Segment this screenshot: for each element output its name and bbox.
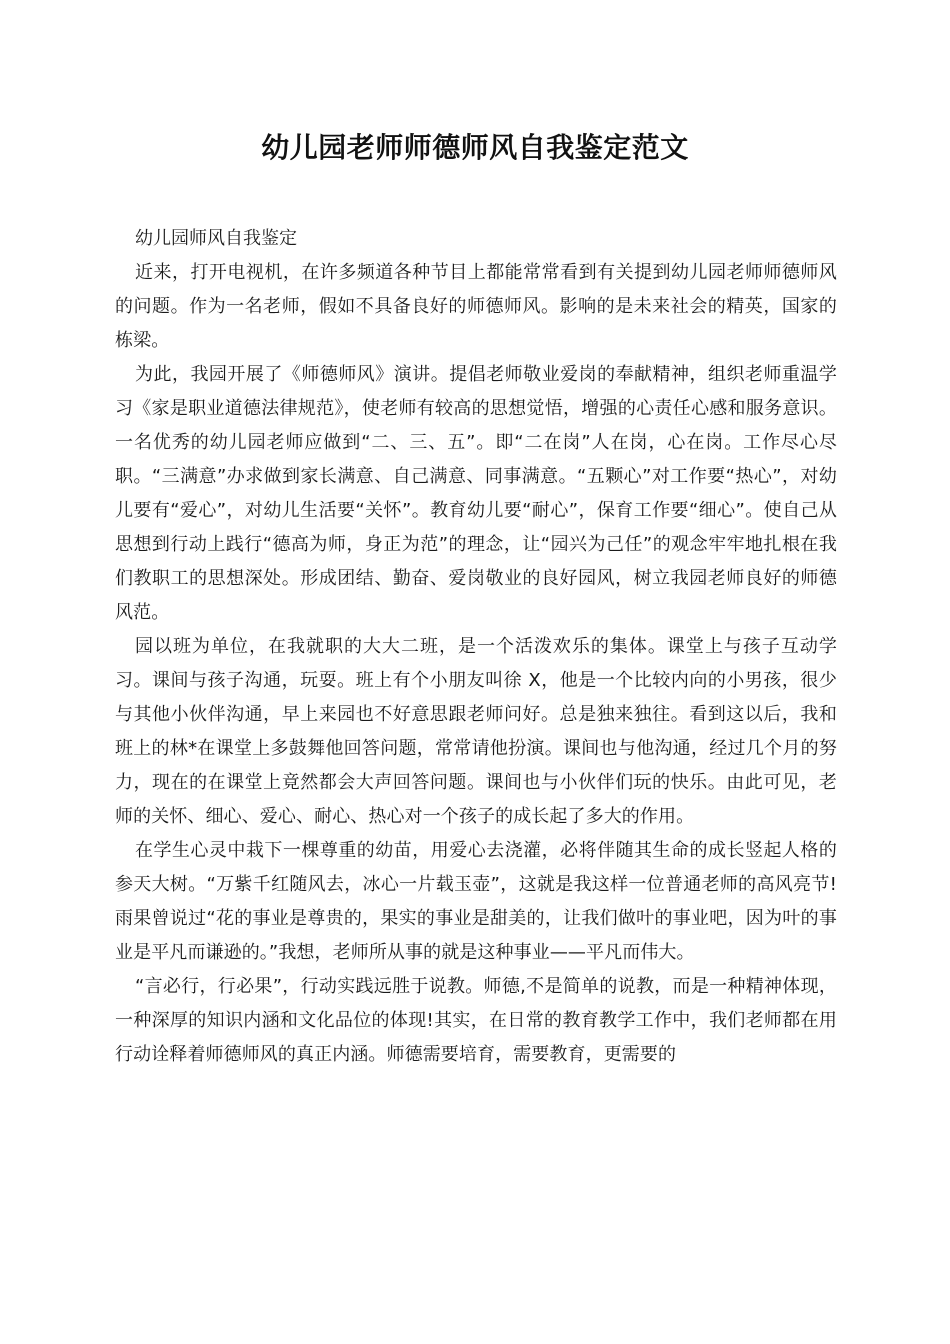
- paragraph: 为此，我园开展了《师德师风》演讲。提倡老师敬业爱岗的奉献精神，组织老师重温学习《家是职业道德法律规范》，使老师有较高的思想觉悟，增强的心责任心感和服务意识。一名优秀的幼儿园老师应做到“二、三、五”。即“二在岗”人在岗，心在岗。工作尽心尽职。“三满意”办求做到家长满意、自己满意、同事满意。“五颗心”对工作要“热心”，对幼儿要有“爱心”，对幼儿生活要“关怀”。教育幼儿要“耐心”，保育工作要“细心”。使自己从思想到行动上践行“德高为师，身正为范”的理念，让“园兴为己任”的观念牢牢地扎根在我们教职工的思想深处。形成团结、勤奋、爱岗敬业的良好园风，树立我园老师良好的师德风范。: [115, 364, 837, 623]
- paragraph: 在学生心灵中栽下一棵尊重的幼苗，用爱心去浇灌，必将伴随其生命的成长竖起人格的参天大树。“万紫千红随风去，冰心一片载玉壶”，这就是我这样一位普通老师的高风亮节!雨果曾说过“花的事业是尊贵的，果实的事业是甜美的，让我们做叶的事业吧，因为叶的事业是平凡而谦逊的。”我想，老师所从事的就是这种事业——平凡而伟大。: [115, 840, 837, 963]
- paragraph: “言必行，行必果”，行动实践远胜于说教。师德,不是简单的说教，而是一种精神体现，一种深厚的知识内涵和文化品位的体现!其实，在日常的教育教学工作中，我们老师都在用行动诠释着师德师风的真正内涵。师德需要培育，需要教育，更需要的: [115, 976, 837, 1065]
- paragraph: 近来，打开电视机，在许多频道各种节目上都能常常看到有关提到幼儿园老师师德师风的问题。作为一名老师，假如不具备良好的师德师风。影响的是未来社会的精英，国家的栋梁。: [115, 262, 837, 351]
- document-body: [115, 222, 837, 1072]
- document-subtitle: 幼儿园师风自我鉴定: [135, 228, 297, 249]
- paragraph: 园以班为单位，在我就职的大大二班，是一个活泼欢乐的集体。课堂上与孩子互动学习。课间与孩子沟通，玩耍。班上有个小朋友叫徐 X，他是一个比较内向的小男孩，很少与其他小伙伴沟通，早上来园也不好意思跟老师问好。总是独来独往。看到这以后，我和班上的林*在课堂上多鼓舞他回答问题，常常请他扮演。课间也与他沟通，经过几个月的努力，现在的在课堂上竟然都会大声回答问题。课间也与小伙伴们玩的快乐。由此可见，老师的关怀、细心、爱心、耐心、热心对一个孩子的成长起了多大的作用。: [115, 636, 837, 827]
- document-title: 幼儿园老师师德师风自我鉴定范文: [261, 131, 689, 164]
